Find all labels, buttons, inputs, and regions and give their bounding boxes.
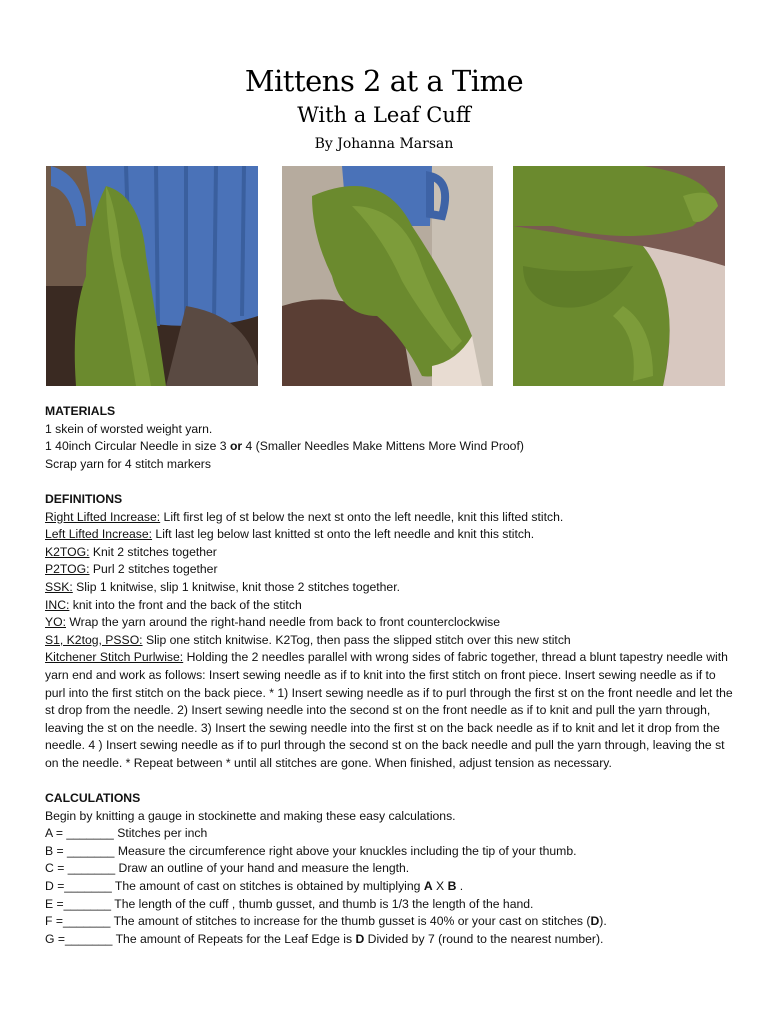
calc-lead: A = _______ bbox=[45, 826, 118, 841]
definition-term: SSK: bbox=[45, 579, 73, 594]
calc-text: The amount of stitches to increase for the thumb gusset is 40% or your cast on stitches ( bbox=[113, 914, 591, 929]
pattern-body bbox=[45, 403, 735, 948]
calc-end: ). bbox=[599, 914, 607, 929]
photo-mitten-holding-mug bbox=[282, 166, 493, 386]
materials-line-3: Scrap yarn for 4 stitch markers bbox=[45, 456, 211, 471]
calc-row-a bbox=[45, 825, 735, 843]
calc-lead: B = _______ bbox=[45, 843, 118, 858]
definition-text: Slip 1 knitwise, slip 1 knitwise, knit those 2 stitches together. bbox=[72, 579, 400, 594]
definition-text: Lift last leg below last knitted st onto the left needle and knit this stitch. bbox=[152, 527, 535, 542]
calc-end: Divided by 7 (round to the nearest number). bbox=[364, 931, 604, 946]
definition-text: Wrap the yarn around the right-hand needle from back to front counterclockwise bbox=[66, 615, 501, 630]
calc-row-g bbox=[45, 931, 735, 949]
calc-row-d bbox=[45, 878, 735, 896]
photo-mitten-leaf-cuff bbox=[513, 166, 725, 386]
page-subtitle: With a Leaf Cuff bbox=[297, 103, 471, 127]
definition-text: Holding the 2 needles parallel with wrong sides of fabric together, thread a blunt tapestry needle with yarn end and work as follows: Insert sewing needle as if to knit into the first stitch on front piece. Insert sewing needle as if to purl into the first stitch on the back piece. * 1) Insert sewing needle as if to purl through the first st on the front needle and let the st drop from the needle. 2) Insert sewing needle into the second st on the front needle as if to knit and pull the yarn through, leaving the st on the needle. 3) Insert the sewing needle into the first st on the back needle as if to knit and let it drop from the needle. 4 ) Insert sewing needle as if to purl through the second st on the back needle and pull the yarn through, leaving the st on the needle. * Repeat between * until all stitches are gone. When finished, adjust tension as necessary. bbox=[45, 650, 733, 770]
calc-bold-d: D bbox=[355, 931, 365, 946]
definition-item bbox=[45, 526, 735, 544]
calc-lead: C = _______ bbox=[45, 861, 119, 876]
definition-item bbox=[45, 579, 735, 597]
author-line: By Johanna Marsan bbox=[314, 136, 454, 152]
definition-term: S1, K2tog, PSSO: bbox=[45, 632, 143, 647]
definition-item bbox=[45, 561, 735, 579]
needle-or-text: or bbox=[229, 439, 243, 454]
calc-text: Stitches per inch bbox=[117, 826, 208, 841]
definition-text: Lift first leg of st below the next st onto the left needle, knit this lifted stitch. bbox=[160, 509, 564, 524]
definition-item bbox=[45, 614, 735, 632]
materials-line-1: 1 skein of worsted weight yarn. bbox=[45, 421, 213, 436]
calc-bold-d: D bbox=[590, 914, 600, 929]
definition-item-kitchener bbox=[45, 649, 735, 772]
definition-term: YO: bbox=[45, 615, 66, 630]
definition-item bbox=[45, 544, 735, 562]
definition-text: knit into the front and the back of the stitch bbox=[69, 597, 302, 612]
calculations-heading: CALCULATIONS bbox=[45, 791, 141, 806]
definition-item bbox=[45, 509, 735, 527]
needle-size-text: 1 40inch Circular Needle in size 3 bbox=[45, 439, 230, 454]
calc-bold-a: A bbox=[423, 879, 433, 894]
calc-row-b bbox=[45, 843, 735, 861]
definitions-heading: DEFINITIONS bbox=[45, 491, 123, 506]
calc-text: The amount of Repeats for the Leaf Edge is bbox=[115, 931, 356, 946]
definition-term: Right Lifted Increase: bbox=[45, 509, 161, 524]
definition-term: P2TOG: bbox=[45, 562, 90, 577]
calc-lead: F =_______ bbox=[45, 914, 114, 929]
definition-item bbox=[45, 632, 735, 650]
materials-line-2 bbox=[45, 438, 735, 456]
calculations-intro: Begin by knitting a gauge in stockinette and making these easy calculations. bbox=[45, 808, 456, 823]
calc-text: The length of the cuff , thumb gusset, and thumb is 1/3 the length of the hand. bbox=[114, 896, 534, 911]
calc-row-c bbox=[45, 860, 735, 878]
calc-times: X bbox=[432, 879, 448, 894]
calc-lead: G =_______ bbox=[45, 931, 116, 946]
calc-text: Draw an outline of your hand and measure the length. bbox=[118, 861, 410, 876]
calc-text: The amount of cast on stitches is obtained by multiplying bbox=[114, 879, 424, 894]
definition-item bbox=[45, 597, 735, 615]
photo-mitten-with-blue-mug bbox=[46, 166, 258, 386]
calc-text: Measure the circumference right above your knuckles including the tip of your thumb. bbox=[117, 843, 577, 858]
materials-heading: MATERIALS bbox=[45, 404, 116, 418]
calc-end: . bbox=[456, 879, 464, 894]
definition-text: Purl 2 stitches together bbox=[89, 562, 218, 577]
needle-rest-text: 4 (Smaller Needles Make Mittens More Wind Proof) bbox=[242, 439, 524, 454]
calc-bold-b: B bbox=[447, 879, 457, 894]
calc-row-f bbox=[45, 913, 735, 931]
definition-term: Kitchener Stitch Purlwise: bbox=[45, 650, 184, 665]
definition-text: Knit 2 stitches together bbox=[89, 544, 217, 559]
definition-term: Left Lifted Increase: bbox=[45, 527, 153, 542]
definition-term: INC: bbox=[45, 597, 70, 612]
definition-term: K2TOG: bbox=[45, 544, 90, 559]
calc-lead: D =_______ bbox=[45, 879, 115, 894]
definition-text: Slip one stitch knitwise. K2Tog, then pass the slipped stitch over this new stitch bbox=[142, 632, 571, 647]
calc-row-e bbox=[45, 896, 735, 914]
page-title: Mittens 2 at a Time bbox=[244, 64, 524, 98]
calc-lead: E =_______ bbox=[45, 896, 115, 911]
